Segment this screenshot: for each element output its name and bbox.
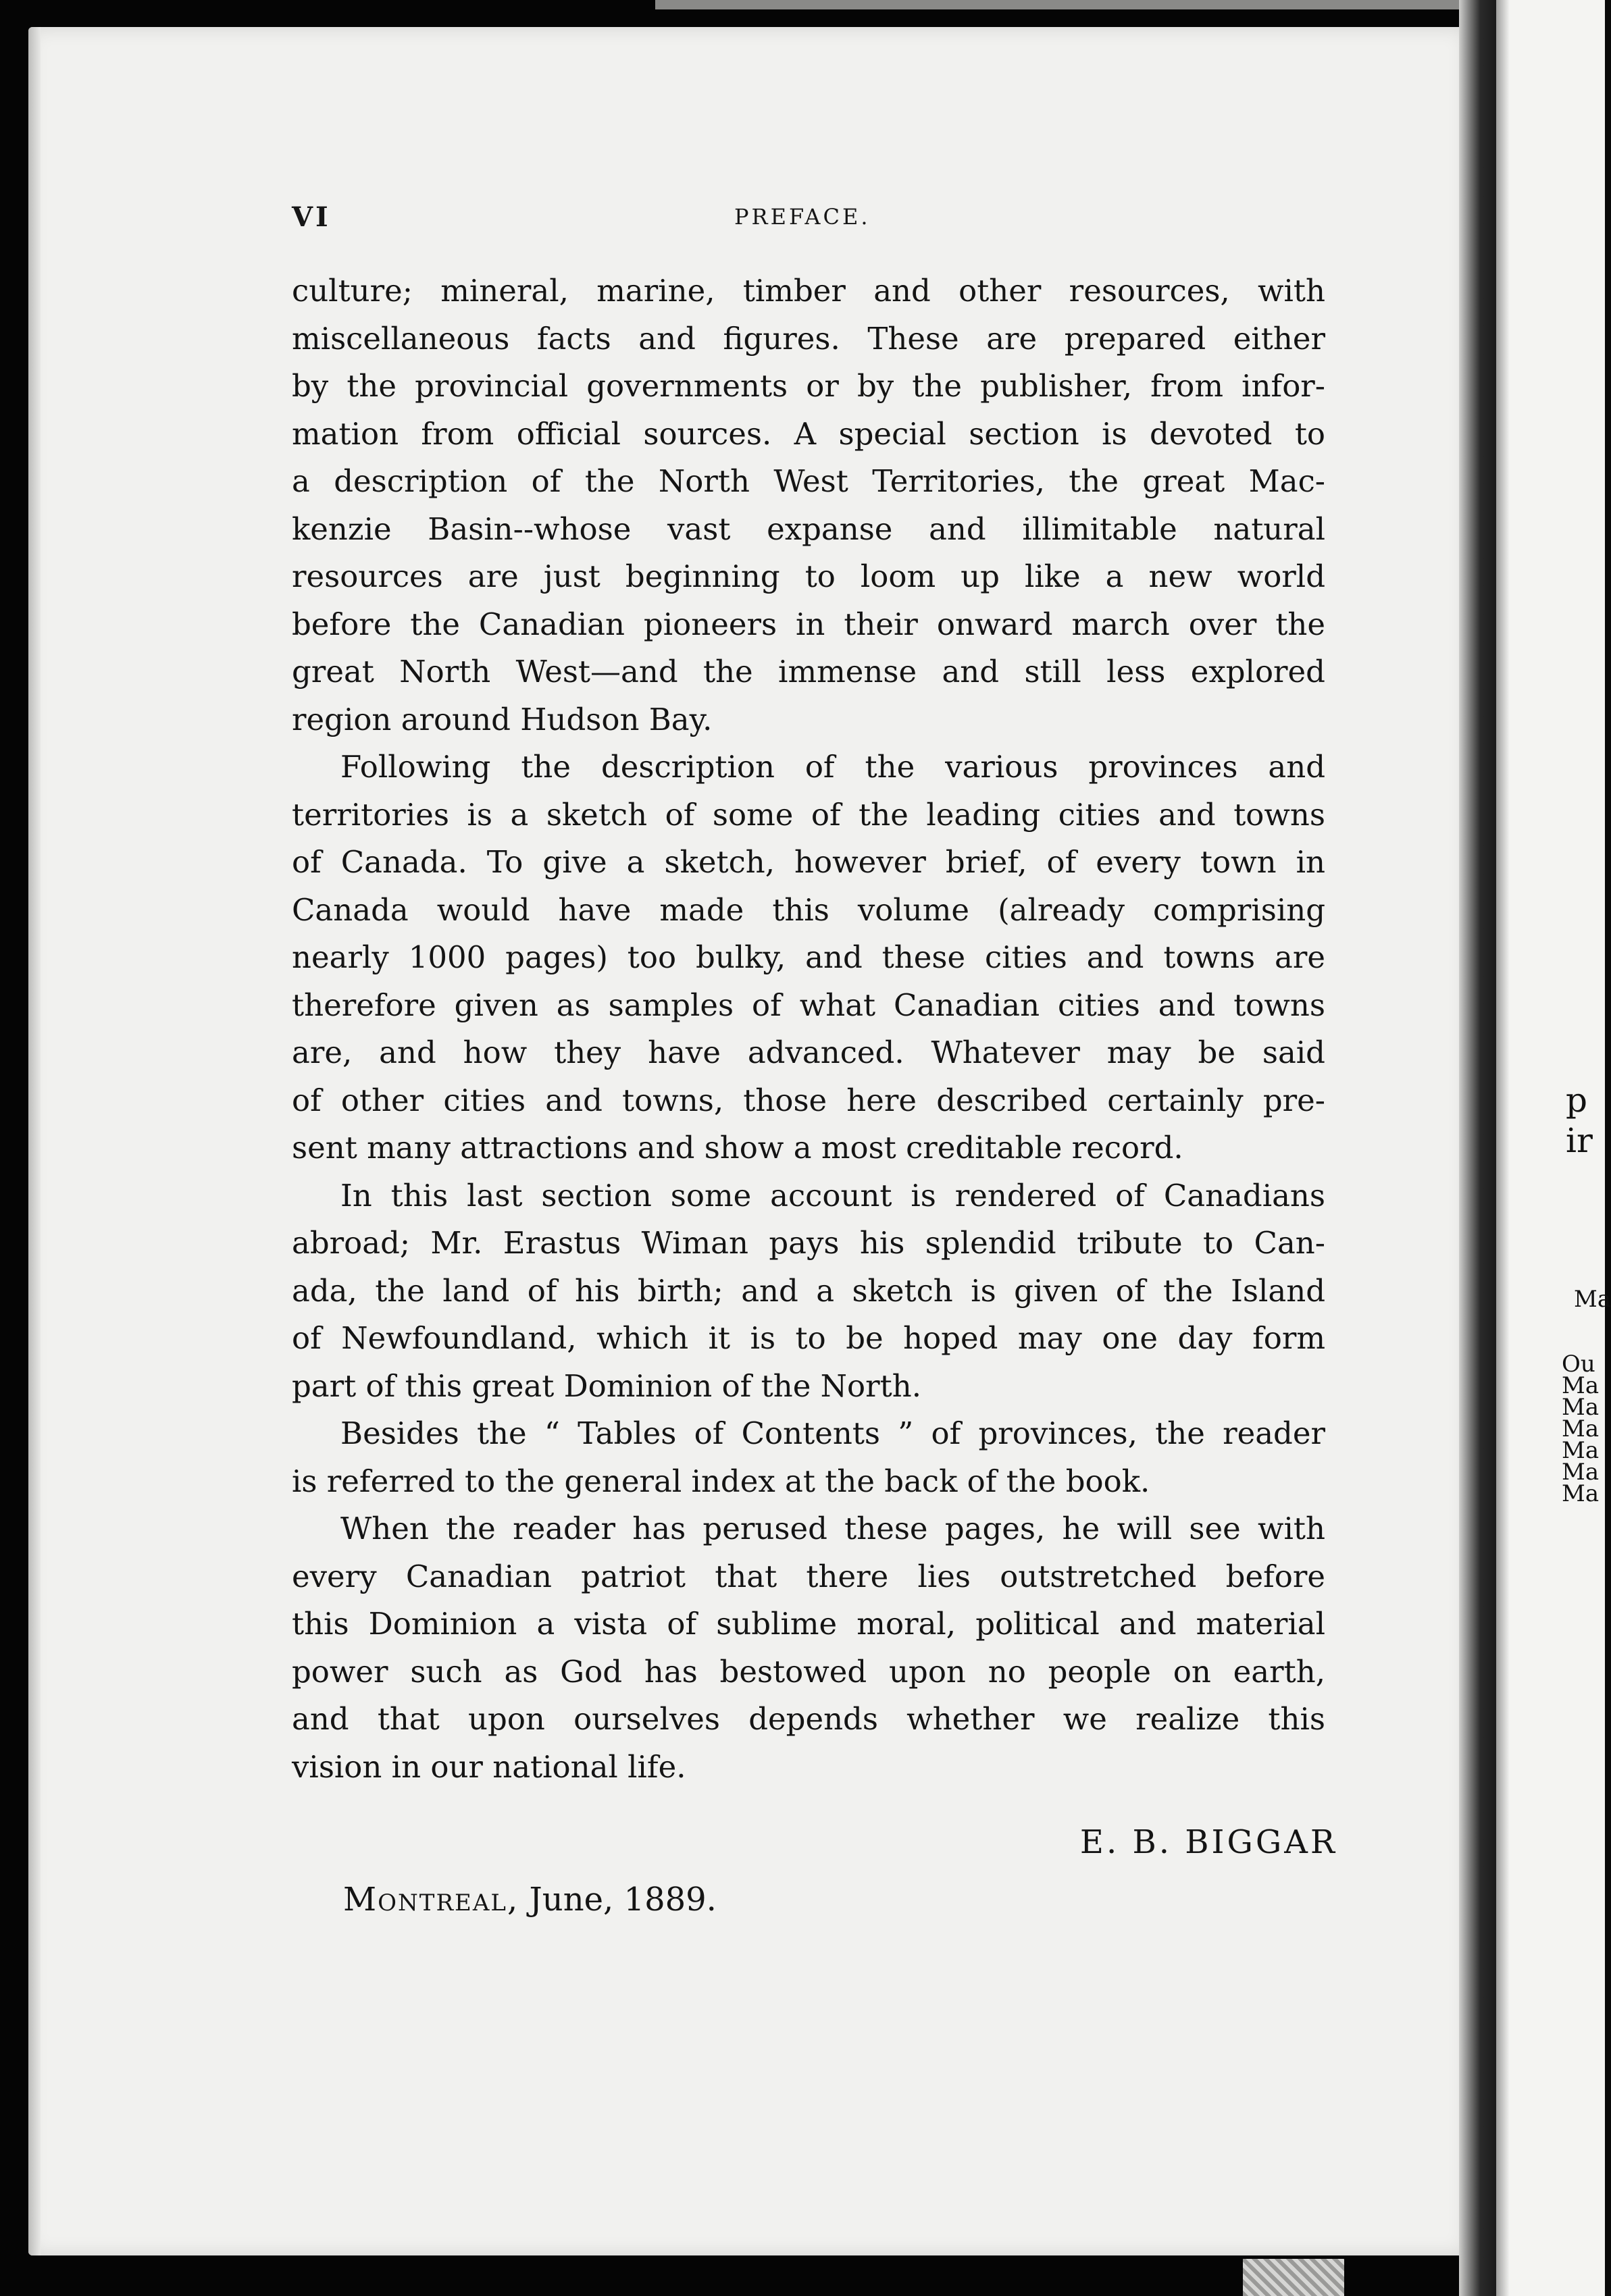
text-line: territories is a sketch of some of the leading cities and towns <box>292 796 1325 833</box>
text-line: In this last section some account is rendered of Canadians <box>340 1177 1325 1214</box>
fragment-text: Ma <box>1574 1286 1611 1313</box>
dateline <box>343 1881 717 1919</box>
text-line: power such as God has bestowed upon no people on earth, <box>292 1653 1325 1690</box>
fragment-text: ir <box>1566 1121 1593 1160</box>
text-line: Following the description of the various provinces and <box>340 749 1325 785</box>
text-line: nearly 1000 pages) too bulky, and these cities and towns are <box>292 939 1325 975</box>
dateline-date: June, 1889. <box>529 1881 717 1919</box>
text-line: region around Hudson Bay. <box>292 701 713 737</box>
top-edge-strip <box>655 0 1466 9</box>
preface-body-text <box>292 267 1325 1791</box>
page-left-edge <box>28 27 41 2255</box>
text-line: part of this great Dominion of the North. <box>292 1367 921 1404</box>
page-header <box>292 201 1325 242</box>
text-line: are, and how they have advanced. Whatever may be said <box>292 1035 1325 1070</box>
fragment-text: Ma <box>1562 1480 1600 1507</box>
text-line: and that upon ourselves depends whether we realize this <box>292 1701 1325 1737</box>
author-signature: E. B. BIGGAR <box>1079 1823 1337 1861</box>
text-line: by the provincial governments or by the publisher, from infor- <box>292 368 1325 404</box>
text-line: resources are just beginning to loom up like a new world <box>292 558 1325 594</box>
text-line: miscellaneous facts and figures. These are prepared either <box>292 320 1325 357</box>
facing-page-shadow <box>1496 0 1510 2296</box>
text-line: sent many attractions and show a most creditable record. <box>292 1130 1183 1166</box>
page-number: VI <box>292 201 331 233</box>
text-line: Canada would have made this volume (already comprising <box>292 891 1325 928</box>
fragment-text: Ma <box>1562 1415 1600 1442</box>
text-line: culture; mineral, marine, timber and other resources, with <box>292 273 1325 309</box>
text-line: ada, the land of his birth; and a sketch is given of the Island <box>292 1272 1325 1309</box>
running-title: PREFACE. <box>734 204 871 230</box>
text-line: great North West—and the immense and still less explored <box>292 654 1325 689</box>
fragment-text: Ou <box>1562 1351 1595 1378</box>
text-line: mation from official sources. A special section is devoted to <box>292 415 1325 452</box>
text-line: kenzie Basin--whose vast expanse and illimitable natural <box>292 511 1325 547</box>
binding-cloth-tab <box>1243 2259 1344 2296</box>
text-line: is referred to the general index at the back of the book. <box>292 1463 1150 1499</box>
fragment-text: Ma <box>1562 1394 1600 1421</box>
text-line: before the Canadian pioneers in their onward march over the <box>292 606 1325 642</box>
text-line: a description of the North West Territories, the great Mac- <box>292 463 1325 499</box>
fragment-text: Ma <box>1562 1459 1600 1486</box>
text-line: of Newfoundland, which it is to be hoped may one day form <box>292 1320 1325 1356</box>
text-line: When the reader has perused these pages, he will see with <box>340 1511 1325 1546</box>
text-line: every Canadian patriot that there lies outstretched before <box>292 1558 1325 1594</box>
fragment-text: Ma <box>1562 1372 1600 1399</box>
fragment-text: p <box>1566 1080 1588 1120</box>
text-line: therefore given as samples of what Canadian cities and towns <box>292 987 1325 1023</box>
dateline-city: Montreal, <box>343 1881 519 1919</box>
text-line: vision in our national life. <box>292 1748 686 1785</box>
text-line: of Canada. To give a sketch, however brief, of every town in <box>292 844 1325 880</box>
fragment-text: Ma <box>1562 1437 1600 1464</box>
text-line: this Dominion a vista of sublime moral, political and material <box>292 1606 1325 1642</box>
text-line: abroad; Mr. Erastus Wiman pays his splendid tribute to Can- <box>292 1225 1325 1261</box>
text-line: Besides the “ Tables of Contents ” of provinces, the reader <box>340 1415 1325 1451</box>
text-line: of other cities and towns, those here described certainly pre- <box>292 1082 1325 1118</box>
